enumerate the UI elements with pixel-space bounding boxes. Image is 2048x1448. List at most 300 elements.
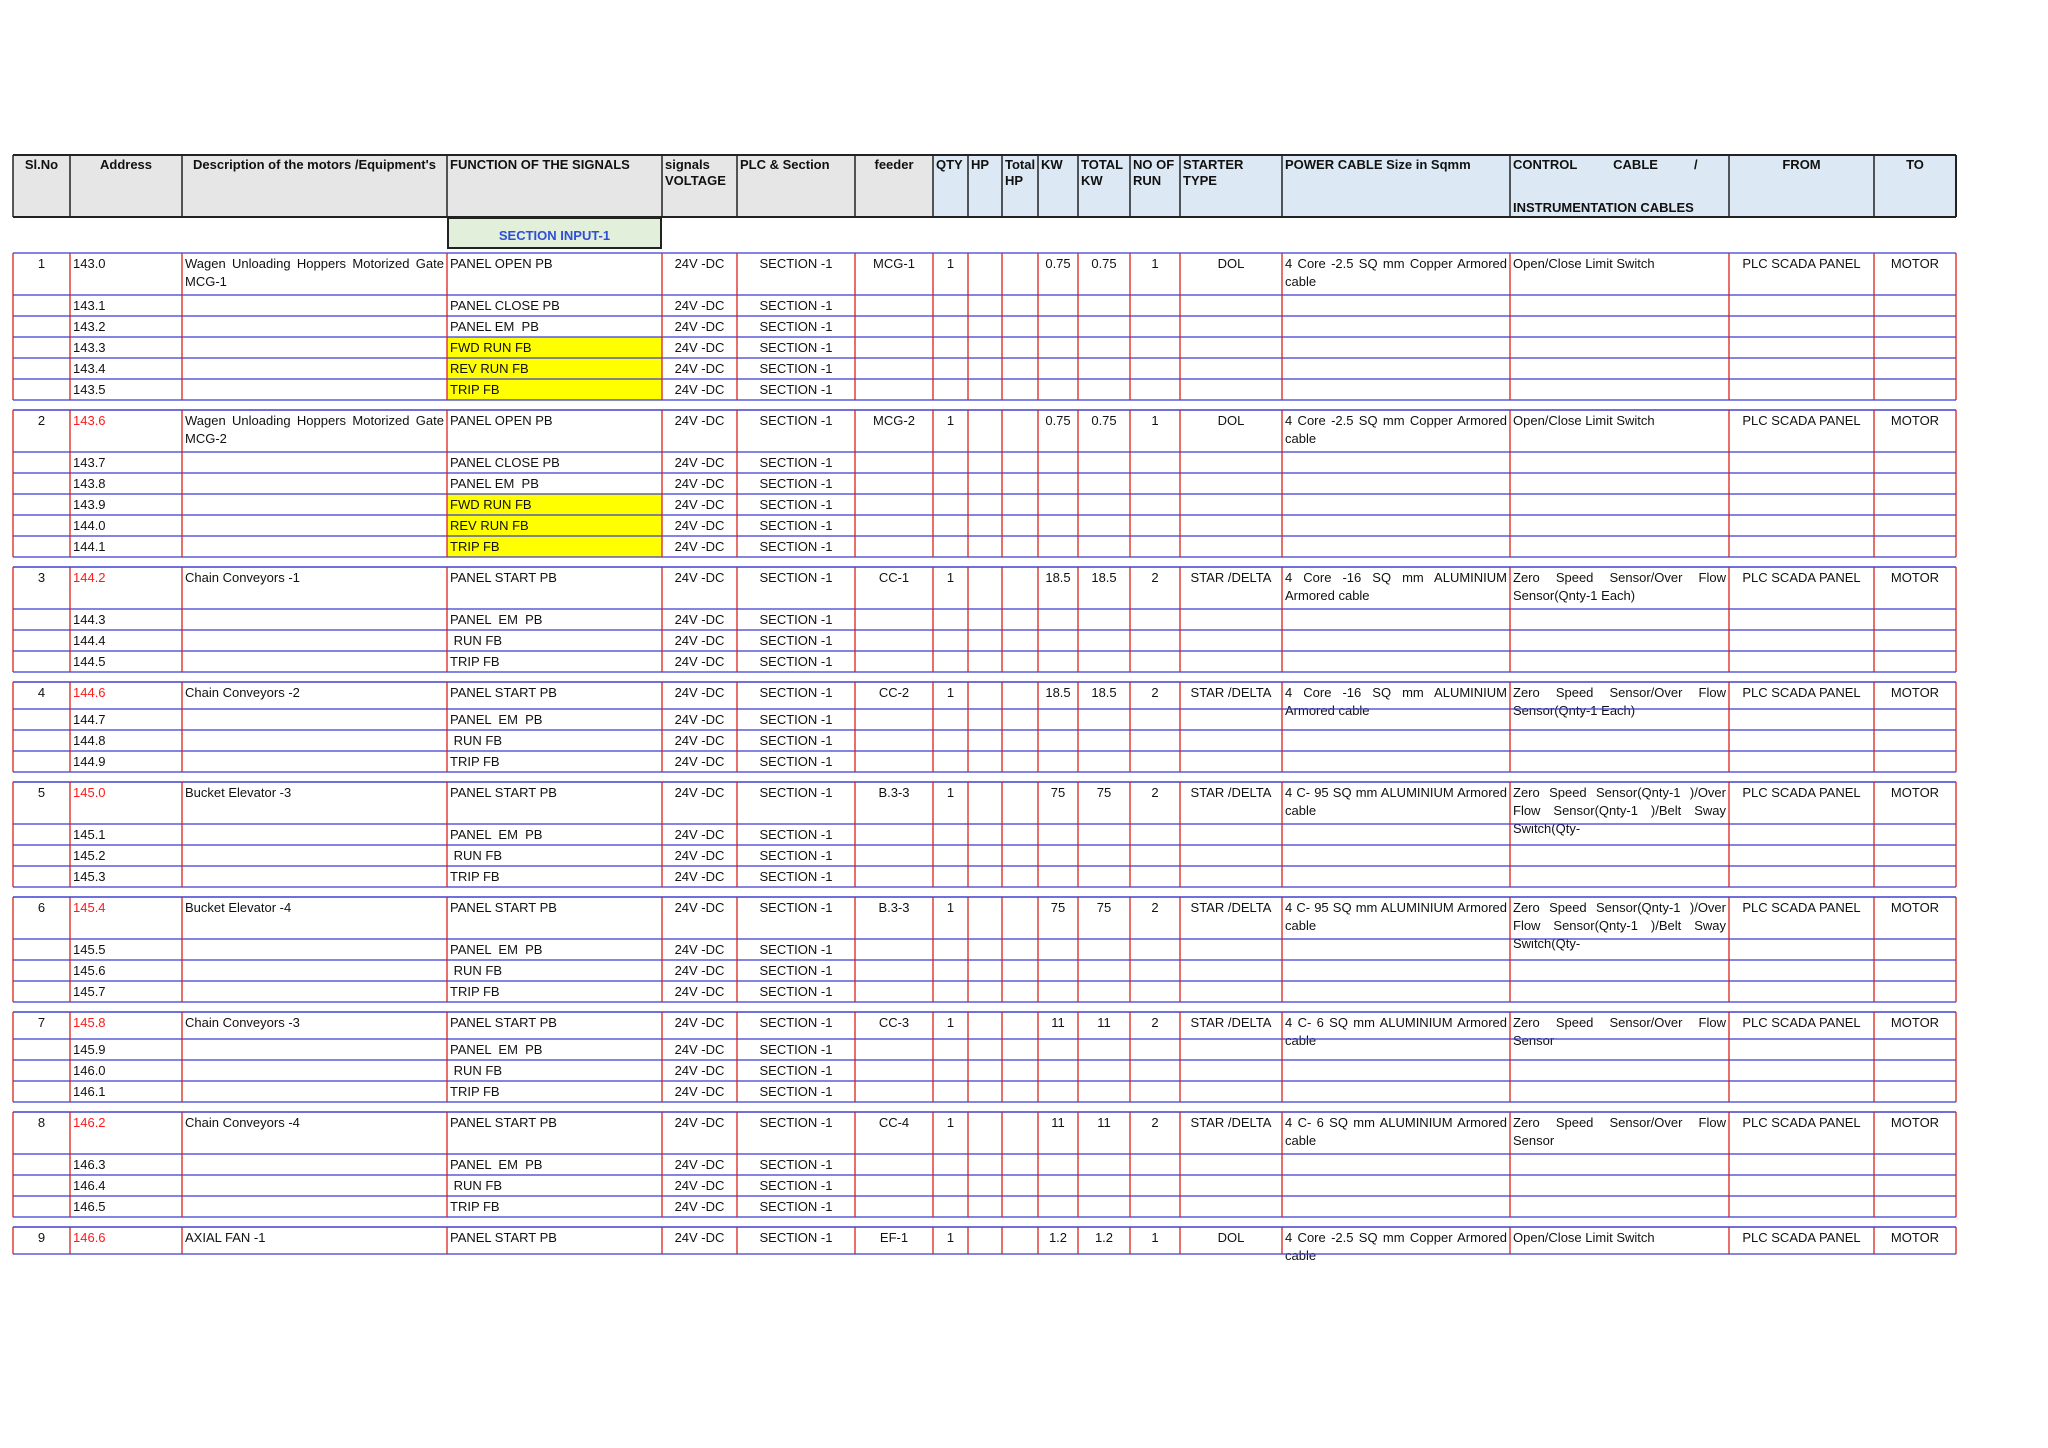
voltage-cell: 24V -DC — [674, 413, 725, 428]
hp-cell — [968, 1012, 1002, 1039]
plc-section-cell: SECTION -1 — [759, 1015, 833, 1030]
plc-section-cell: SECTION -1 — [759, 539, 833, 554]
power-cable-cell: 4 C- 6 SQ mm ALUMINIUM Armored cable — [1285, 1015, 1507, 1048]
equipment-description: Wagen Unloading Hoppers Motorized Gate MCG-1 — [185, 256, 444, 289]
address-cell: 144.0 — [73, 518, 106, 533]
function-cell — [447, 609, 662, 630]
from-cell: PLC SCADA PANEL — [1742, 1015, 1861, 1030]
from-cell: PLC SCADA PANEL — [1742, 685, 1861, 700]
voltage-cell: 24V -DC — [674, 340, 725, 355]
function-cell — [447, 1175, 662, 1196]
from-cell: PLC SCADA PANEL — [1742, 785, 1861, 800]
address-cell: 144.1 — [73, 539, 106, 554]
address-cell: 143.4 — [73, 361, 106, 376]
no-of-run-cell: 2 — [1151, 570, 1159, 585]
from-cell: PLC SCADA PANEL — [1742, 900, 1861, 915]
serial-number: 5 — [37, 785, 46, 800]
voltage-cell: 24V -DC — [674, 869, 725, 884]
control-cable-cell: Zero Speed Sensor/Over Flow Sensor — [1513, 1115, 1726, 1148]
plc-section-cell: SECTION -1 — [759, 869, 833, 884]
function-cell — [447, 1039, 662, 1060]
plc-section-cell: SECTION -1 — [759, 361, 833, 376]
no-of-run-cell: 2 — [1151, 1015, 1159, 1030]
voltage-cell: 24V -DC — [674, 497, 725, 512]
power-cable-cell: 4 C- 95 SQ mm ALUMINIUM Armored cable — [1285, 900, 1507, 933]
equipment-description: Bucket Elevator -4 — [185, 900, 292, 915]
section-banner: SECTION INPUT-1 — [447, 217, 662, 249]
function-text: PANEL EM PB — [450, 476, 539, 491]
plc-section-cell: SECTION -1 — [759, 256, 833, 271]
kw-cell: 0.75 — [1045, 413, 1071, 428]
function-text: RUN FB — [450, 1178, 502, 1193]
power-cable-cell: 4 Core -2.5 SQ mm Copper Armored cable — [1285, 413, 1507, 446]
voltage-cell: 24V -DC — [674, 455, 725, 470]
plc-section-cell: SECTION -1 — [759, 1230, 833, 1245]
plc-section-cell: SECTION -1 — [759, 754, 833, 769]
starter-type-cell: STAR /DELTA — [1190, 570, 1272, 585]
to-cell: MOTOR — [1890, 1230, 1940, 1245]
function-text: TRIP FB — [450, 754, 500, 769]
equipment-description: Chain Conveyors -3 — [185, 1015, 300, 1030]
header-run: NO OF RUN — [1130, 155, 1180, 217]
total-kw-cell: 1.2 — [1094, 1230, 1114, 1245]
serial-number: 7 — [37, 1015, 46, 1030]
address-cell: 146.2 — [73, 1115, 106, 1130]
function-cell — [447, 897, 662, 939]
function-cell — [447, 473, 662, 494]
plc-section-cell: SECTION -1 — [759, 497, 833, 512]
plc-section-cell: SECTION -1 — [759, 413, 833, 428]
function-text: PANEL EM PB — [450, 1157, 543, 1172]
function-cell — [447, 682, 662, 709]
address-cell: 143.8 — [73, 476, 106, 491]
function-cell — [447, 295, 662, 316]
header-control-cable-line2: INSTRUMENTATION CABLES — [1513, 200, 1694, 215]
control-cable-cell: Zero Speed Sensor(Qnty-1 )/Over Flow Sensor(Qnty-1 )/Belt Sway Switch(Qty- — [1513, 900, 1726, 951]
kw-cell: 0.75 — [1045, 256, 1071, 271]
voltage-cell: 24V -DC — [674, 827, 725, 842]
power-cable-cell: 4 C- 95 SQ mm ALUMINIUM Armored cable — [1285, 785, 1507, 818]
header-to: TO — [1874, 155, 1956, 217]
serial-number: 2 — [37, 413, 46, 428]
serial-number: 9 — [37, 1230, 46, 1245]
function-cell — [447, 316, 662, 337]
starter-type-cell: DOL — [1217, 256, 1245, 271]
no-of-run-cell: 1 — [1151, 413, 1159, 428]
voltage-cell: 24V -DC — [674, 1157, 725, 1172]
voltage-cell: 24V -DC — [674, 685, 725, 700]
function-cell — [447, 981, 662, 1002]
voltage-cell: 24V -DC — [674, 1084, 725, 1099]
kw-cell: 18.5 — [1045, 570, 1071, 585]
function-cell — [447, 824, 662, 845]
voltage-cell: 24V -DC — [674, 570, 725, 585]
from-cell: PLC SCADA PANEL — [1742, 1230, 1861, 1245]
starter-type-cell: DOL — [1217, 413, 1245, 428]
function-cell — [447, 358, 662, 379]
plc-section-cell: SECTION -1 — [759, 298, 833, 313]
function-text: RUN FB — [450, 848, 502, 863]
hp-cell — [968, 410, 1002, 452]
function-cell — [447, 379, 662, 400]
total-hp-cell — [1002, 567, 1038, 609]
total-hp-cell — [1002, 1012, 1038, 1039]
no-of-run-cell: 2 — [1151, 685, 1159, 700]
total-hp-cell — [1002, 782, 1038, 824]
plc-section-cell: SECTION -1 — [759, 1199, 833, 1214]
address-cell: 143.2 — [73, 319, 106, 334]
address-cell: 143.1 — [73, 298, 106, 313]
function-text: PANEL START PB — [450, 1230, 557, 1245]
plc-section-cell: SECTION -1 — [759, 900, 833, 915]
qty-cell: 1 — [946, 256, 955, 271]
header-plc: PLC & Section — [737, 155, 855, 217]
qty-cell: 1 — [946, 1015, 955, 1030]
address-cell: 145.3 — [73, 869, 106, 884]
total-kw-cell: 0.75 — [1091, 413, 1117, 428]
function-cell — [447, 960, 662, 981]
voltage-cell: 24V -DC — [674, 712, 725, 727]
plc-section-cell: SECTION -1 — [759, 654, 833, 669]
function-text: PANEL START PB — [450, 785, 557, 800]
power-cable-cell: 4 C- 6 SQ mm ALUMINIUM Armored cable — [1285, 1115, 1507, 1148]
equipment-description: Bucket Elevator -3 — [185, 785, 292, 800]
function-text: TRIP FB — [450, 984, 500, 999]
address-cell: 144.2 — [73, 570, 106, 585]
total-kw-cell: 11 — [1097, 1115, 1111, 1130]
function-cell — [447, 452, 662, 473]
function-text: PANEL EM PB — [450, 612, 543, 627]
total-kw-cell: 0.75 — [1091, 256, 1117, 271]
voltage-cell: 24V -DC — [674, 476, 725, 491]
function-cell — [447, 730, 662, 751]
address-cell: 143.6 — [73, 413, 106, 428]
qty-cell: 1 — [946, 570, 955, 585]
serial-number: 8 — [37, 1115, 46, 1130]
power-cable-cell: 4 Core -16 SQ mm ALUMINIUM Armored cable — [1285, 570, 1507, 603]
hp-cell — [968, 782, 1002, 824]
control-cable-cell: Zero Speed Sensor/Over Flow Sensor — [1513, 1015, 1726, 1048]
header-tkw: TOTAL KW — [1078, 155, 1130, 217]
function-text: FWD RUN FB — [450, 340, 532, 355]
serial-number: 3 — [37, 570, 46, 585]
plc-section-cell: SECTION -1 — [759, 518, 833, 533]
function-text: REV RUN FB — [450, 518, 529, 533]
plc-section-cell: SECTION -1 — [759, 942, 833, 957]
function-cell — [447, 651, 662, 672]
function-text: PANEL EM PB — [450, 319, 539, 334]
plc-section-cell: SECTION -1 — [759, 685, 833, 700]
control-cable-cell: Open/Close Limit Switch — [1513, 1230, 1655, 1245]
function-cell — [447, 1112, 662, 1154]
function-text: PANEL START PB — [450, 685, 557, 700]
equipment-description: Chain Conveyors -1 — [185, 570, 300, 585]
function-cell — [447, 410, 662, 452]
total-hp-cell — [1002, 1227, 1038, 1254]
plc-section-cell: SECTION -1 — [759, 733, 833, 748]
starter-type-cell: DOL — [1217, 1230, 1245, 1245]
address-cell: 146.4 — [73, 1178, 106, 1193]
function-text: PANEL EM PB — [450, 712, 543, 727]
starter-type-cell: STAR /DELTA — [1190, 785, 1272, 800]
address-cell: 144.4 — [73, 633, 106, 648]
function-text: RUN FB — [450, 633, 502, 648]
header-ccable — [1510, 155, 1729, 217]
equipment-description: Wagen Unloading Hoppers Motorized Gate MCG-2 — [185, 413, 444, 446]
function-text: PANEL START PB — [450, 570, 557, 585]
to-cell: MOTOR — [1890, 413, 1940, 428]
to-cell: MOTOR — [1890, 685, 1940, 700]
address-cell: 145.1 — [73, 827, 106, 842]
voltage-cell: 24V -DC — [674, 1042, 725, 1057]
control-cable-cell: Zero Speed Sensor(Qnty-1 )/Over Flow Sensor(Qnty-1 )/Belt Sway Switch(Qty- — [1513, 785, 1726, 836]
hp-cell — [968, 1112, 1002, 1154]
plc-section-cell: SECTION -1 — [759, 1115, 833, 1130]
header-pcable: POWER CABLE Size in Sqmm — [1282, 155, 1510, 217]
header-control-cable-line1: CONTROL CABLE / — [1513, 157, 1698, 172]
function-text: TRIP FB — [450, 1199, 500, 1214]
voltage-cell: 24V -DC — [674, 612, 725, 627]
function-text: PANEL START PB — [450, 900, 557, 915]
address-cell: 145.6 — [73, 963, 106, 978]
address-cell: 145.2 — [73, 848, 106, 863]
function-text: PANEL CLOSE PB — [450, 455, 560, 470]
plc-section-cell: SECTION -1 — [759, 827, 833, 842]
hp-cell — [968, 682, 1002, 709]
plc-section-cell: SECTION -1 — [759, 1084, 833, 1099]
address-cell: 143.5 — [73, 382, 106, 397]
qty-cell: 1 — [946, 413, 955, 428]
qty-cell: 1 — [946, 1115, 955, 1130]
function-cell — [447, 1154, 662, 1175]
plc-section-cell: SECTION -1 — [759, 382, 833, 397]
total-kw-cell: 18.5 — [1091, 570, 1117, 585]
plc-section-cell: SECTION -1 — [759, 785, 833, 800]
address-cell: 143.0 — [73, 256, 106, 271]
voltage-cell: 24V -DC — [674, 1199, 725, 1214]
function-text: TRIP FB — [450, 539, 500, 554]
function-cell — [447, 567, 662, 609]
no-of-run-cell: 1 — [1151, 256, 1159, 271]
header-thp: Total HP — [1002, 155, 1038, 217]
function-cell — [447, 1081, 662, 1102]
address-cell: 145.7 — [73, 984, 106, 999]
voltage-cell: 24V -DC — [674, 539, 725, 554]
plc-section-cell: SECTION -1 — [759, 963, 833, 978]
hp-cell — [968, 253, 1002, 295]
no-of-run-cell: 2 — [1151, 1115, 1159, 1130]
plc-section-cell: SECTION -1 — [759, 984, 833, 999]
function-text: PANEL EM PB — [450, 942, 543, 957]
function-cell — [447, 515, 662, 536]
power-cable-cell: 4 Core -2.5 SQ mm Copper Armored cable — [1285, 1230, 1507, 1263]
function-cell — [447, 1012, 662, 1039]
function-text: PANEL START PB — [450, 1115, 557, 1130]
feeder-cell: CC-2 — [878, 685, 910, 700]
control-cable-cell: Zero Speed Sensor/Over Flow Sensor(Qnty-1 Each) — [1513, 570, 1726, 603]
address-cell: 145.5 — [73, 942, 106, 957]
header-hp: HP — [968, 155, 1002, 217]
address-cell: 144.9 — [73, 754, 106, 769]
voltage-cell: 24V -DC — [674, 361, 725, 376]
feeder-cell: B.3-3 — [878, 785, 910, 800]
plc-section-cell: SECTION -1 — [759, 319, 833, 334]
feeder-cell: MCG-1 — [873, 256, 915, 271]
total-hp-cell — [1002, 682, 1038, 709]
function-text: PANEL EM PB — [450, 827, 543, 842]
to-cell: MOTOR — [1890, 1115, 1940, 1130]
function-cell — [447, 845, 662, 866]
feeder-cell: B.3-3 — [878, 900, 910, 915]
control-cable-cell: Open/Close Limit Switch — [1513, 413, 1655, 428]
header-from: FROM — [1729, 155, 1874, 217]
address-cell: 144.7 — [73, 712, 106, 727]
address-cell: 144.3 — [73, 612, 106, 627]
voltage-cell: 24V -DC — [674, 754, 725, 769]
total-hp-cell — [1002, 1112, 1038, 1154]
feeder-cell: EF-1 — [879, 1230, 909, 1245]
header-starter: STARTER TYPE — [1180, 155, 1282, 217]
header-func: FUNCTION OF THE SIGNALS — [447, 155, 662, 217]
function-cell — [447, 337, 662, 358]
serial-number: 6 — [37, 900, 46, 915]
hp-cell — [968, 1227, 1002, 1254]
function-cell — [447, 1196, 662, 1217]
address-cell: 145.0 — [73, 785, 106, 800]
address-cell: 143.7 — [73, 455, 106, 470]
header-desc: Description of the motors /Equipment's — [182, 155, 447, 217]
plc-section-cell: SECTION -1 — [759, 848, 833, 863]
voltage-cell: 24V -DC — [674, 1015, 725, 1030]
function-text: TRIP FB — [450, 382, 500, 397]
feeder-cell: CC-4 — [878, 1115, 910, 1130]
to-cell: MOTOR — [1890, 1015, 1940, 1030]
plc-section-cell: SECTION -1 — [759, 1178, 833, 1193]
function-text: RUN FB — [450, 1063, 502, 1078]
table-grid-lines — [13, 155, 1960, 1268]
voltage-cell: 24V -DC — [674, 733, 725, 748]
voltage-cell: 24V -DC — [674, 900, 725, 915]
from-cell: PLC SCADA PANEL — [1742, 1115, 1861, 1130]
starter-type-cell: STAR /DELTA — [1190, 900, 1272, 915]
function-cell — [447, 536, 662, 557]
voltage-cell: 24V -DC — [674, 1115, 725, 1130]
header-address: Address — [70, 155, 182, 217]
function-cell — [447, 939, 662, 960]
header-qty: QTY — [933, 155, 968, 217]
voltage-cell: 24V -DC — [674, 654, 725, 669]
function-text: PANEL CLOSE PB — [450, 298, 560, 313]
header-slno: Sl.No — [13, 155, 70, 217]
no-of-run-cell: 1 — [1151, 1230, 1159, 1245]
power-cable-cell: 4 Core -2.5 SQ mm Copper Armored cable — [1285, 256, 1507, 289]
function-text: FWD RUN FB — [450, 497, 532, 512]
function-text: RUN FB — [450, 963, 502, 978]
function-cell — [447, 866, 662, 887]
function-text: TRIP FB — [450, 654, 500, 669]
function-cell — [447, 1227, 662, 1254]
address-cell: 144.8 — [73, 733, 106, 748]
voltage-cell: 24V -DC — [674, 963, 725, 978]
plc-section-cell: SECTION -1 — [759, 455, 833, 470]
serial-number: 4 — [37, 685, 46, 700]
equipment-description: Chain Conveyors -2 — [185, 685, 300, 700]
total-kw-cell: 18.5 — [1091, 685, 1117, 700]
plc-section-cell: SECTION -1 — [759, 712, 833, 727]
qty-cell: 1 — [946, 685, 955, 700]
voltage-cell: 24V -DC — [674, 785, 725, 800]
hp-cell — [968, 567, 1002, 609]
function-cell — [447, 782, 662, 824]
plc-section-cell: SECTION -1 — [759, 1063, 833, 1078]
function-text: PANEL OPEN PB — [450, 413, 553, 428]
address-cell: 145.4 — [73, 900, 106, 915]
kw-cell: 11 — [1051, 1015, 1065, 1030]
total-hp-cell — [1002, 253, 1038, 295]
total-kw-cell: 75 — [1096, 785, 1112, 800]
function-cell — [447, 253, 662, 295]
kw-cell: 11 — [1051, 1115, 1065, 1130]
function-cell — [447, 751, 662, 772]
feeder-cell: MCG-2 — [873, 413, 915, 428]
function-text: TRIP FB — [450, 1084, 500, 1099]
plc-section-cell: SECTION -1 — [759, 633, 833, 648]
starter-type-cell: STAR /DELTA — [1190, 1115, 1272, 1130]
address-cell: 144.5 — [73, 654, 106, 669]
voltage-cell: 24V -DC — [674, 633, 725, 648]
header-volt: signals VOLTAGE — [662, 155, 737, 217]
qty-cell: 1 — [946, 1230, 955, 1245]
function-cell — [447, 1060, 662, 1081]
kw-cell: 75 — [1050, 785, 1066, 800]
kw-cell: 75 — [1050, 900, 1066, 915]
function-text: PANEL START PB — [450, 1015, 557, 1030]
function-text: TRIP FB — [450, 869, 500, 884]
feeder-cell: CC-3 — [878, 1015, 910, 1030]
voltage-cell: 24V -DC — [674, 319, 725, 334]
voltage-cell: 24V -DC — [674, 942, 725, 957]
header-feeder: feeder — [855, 155, 933, 217]
to-cell: MOTOR — [1890, 570, 1940, 585]
function-text: RUN FB — [450, 733, 502, 748]
serial-number: 1 — [37, 256, 46, 271]
voltage-cell: 24V -DC — [674, 1063, 725, 1078]
plc-section-cell: SECTION -1 — [759, 340, 833, 355]
plc-section-cell: SECTION -1 — [759, 1157, 833, 1172]
plc-section-cell: SECTION -1 — [759, 1042, 833, 1057]
kw-cell: 1.2 — [1048, 1230, 1068, 1245]
to-cell: MOTOR — [1890, 256, 1940, 271]
address-cell: 143.9 — [73, 497, 106, 512]
function-text: REV RUN FB — [450, 361, 529, 376]
voltage-cell: 24V -DC — [674, 1230, 725, 1245]
address-cell: 146.3 — [73, 1157, 106, 1172]
equipment-description: AXIAL FAN -1 — [185, 1230, 266, 1245]
to-cell: MOTOR — [1890, 900, 1940, 915]
hp-cell — [968, 897, 1002, 939]
total-kw-cell: 11 — [1097, 1015, 1111, 1030]
voltage-cell: 24V -DC — [674, 1178, 725, 1193]
total-hp-cell — [1002, 410, 1038, 452]
qty-cell: 1 — [946, 785, 955, 800]
address-cell: 145.8 — [73, 1015, 106, 1030]
address-cell: 146.5 — [73, 1199, 106, 1214]
voltage-cell: 24V -DC — [674, 298, 725, 313]
function-cell — [447, 709, 662, 730]
function-cell — [447, 494, 662, 515]
power-cable-cell: 4 Core -16 SQ mm ALUMINIUM Armored cable — [1285, 685, 1507, 718]
address-cell: 144.6 — [73, 685, 106, 700]
